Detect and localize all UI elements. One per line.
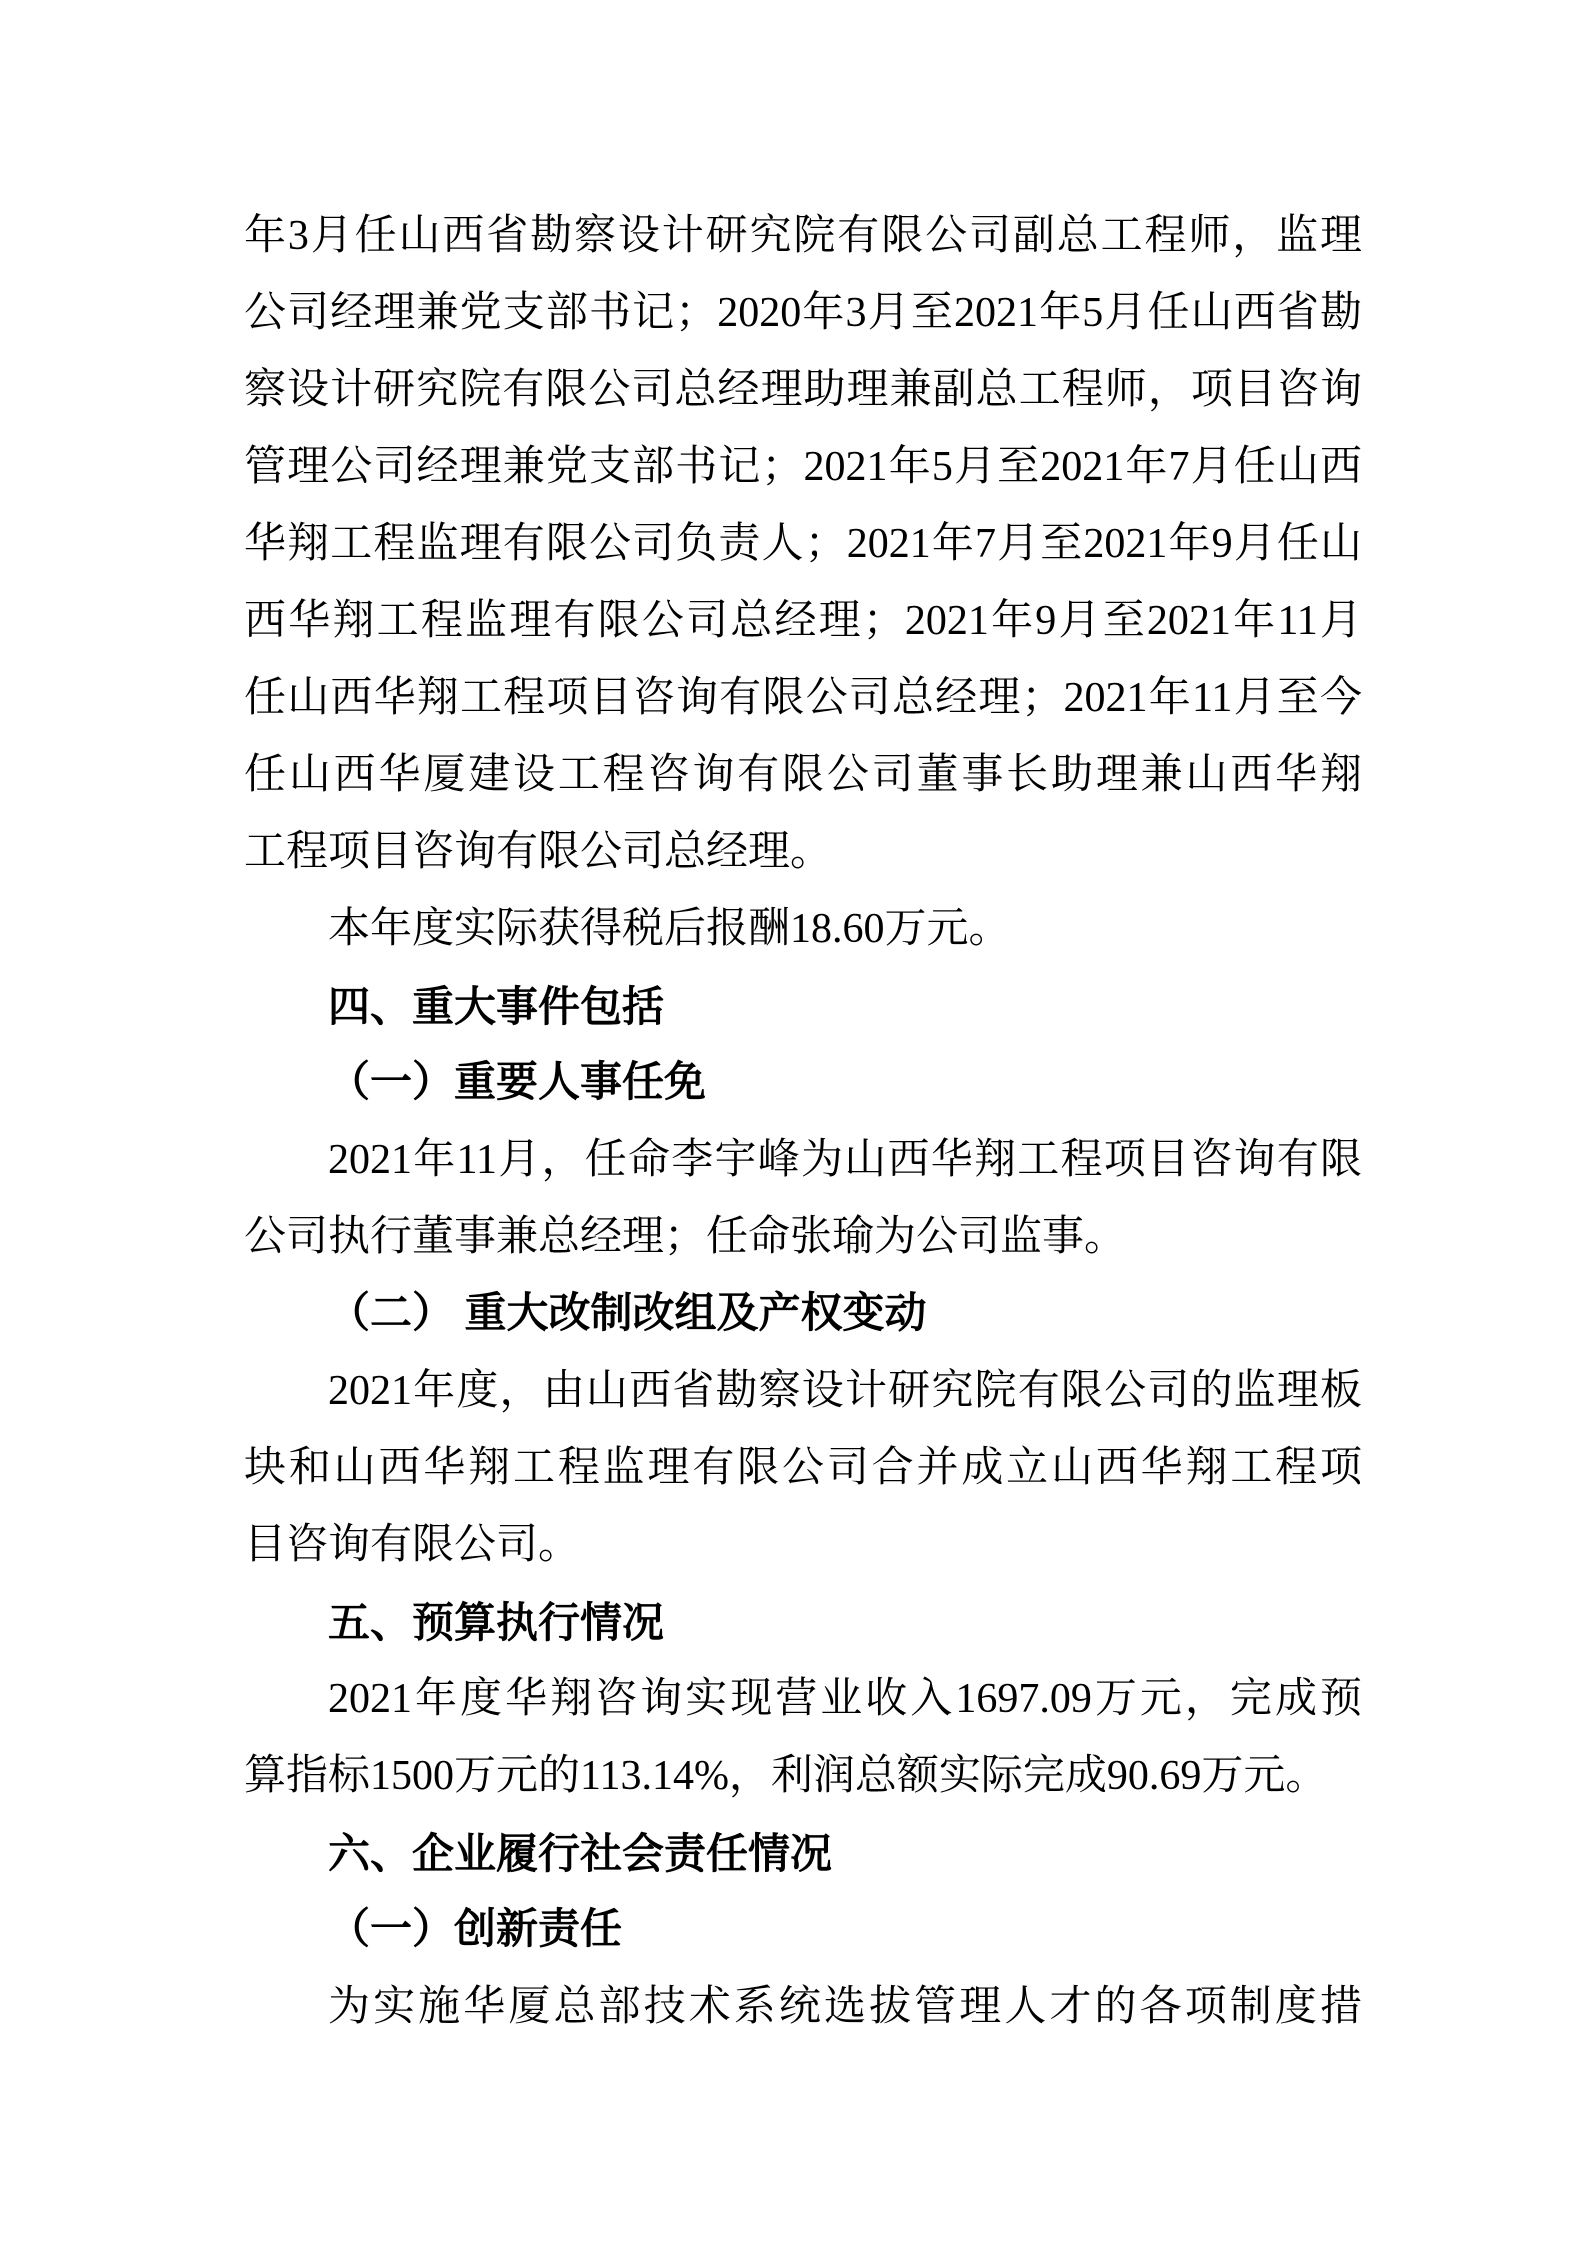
document-text-block (244, 198, 1362, 2046)
text-line: 西华翔工程监理有限公司总经理；2021年9月至2021年11月 (244, 598, 1362, 644)
text-line: 任山西华厦建设工程咨询有限公司董事长助理兼山西华翔 (244, 752, 1362, 798)
section-heading-6: 六、企业履行社会责任情况 (328, 1830, 833, 1877)
text-line: 华翔工程监理有限公司负责人；2021年7月至2021年9月任山 (244, 521, 1362, 567)
text-line: 公司执行董事兼总经理；任命张瑜为公司监事。 (244, 1214, 1127, 1260)
subsection-heading-4-2: （二） 重大改制改组及产权变动 (328, 1291, 927, 1337)
text-line: 2021年度，由山西省勘察设计研究院有限公司的监理板 (328, 1368, 1362, 1414)
text-line: 察设计研究院有限公司总经理助理兼副总工程师，项目咨询 (244, 367, 1362, 413)
text-line: 年3月任山西省勘察设计研究院有限公司副总工程师，监理 (244, 213, 1362, 259)
subsection-heading-4-1: （一）重要人事任免 (328, 1060, 707, 1106)
section-heading-5: 五、预算执行情况 (328, 1599, 665, 1646)
text-line: 管理公司经理兼党支部书记；2021年5月至2021年7月任山西 (244, 444, 1362, 490)
text-line: 块和山西华翔工程监理有限公司合并成立山西华翔工程项 (244, 1445, 1362, 1491)
text-line: 算指标1500万元的113.14%，利润总额实际完成90.69万元。 (244, 1753, 1328, 1799)
section-heading-4: 四、重大事件包括 (328, 983, 665, 1030)
text-line: 任山西华翔工程项目咨询有限公司总经理；2021年11月至今 (244, 675, 1362, 721)
text-line: 工程项目咨询有限公司总经理。 (244, 829, 833, 875)
subsection-heading-6-1: （一）创新责任 (328, 1907, 623, 1953)
text-line: 公司经理兼党支部书记；2020年3月至2021年5月任山西省勘 (244, 290, 1362, 336)
text-line: 为实施华厦总部技术系统选拔管理人才的各项制度措 (328, 1984, 1362, 2030)
text-line: 本年度实际获得税后报酬18.60万元。 (328, 906, 1011, 952)
text-line: 2021年11月，任命李宇峰为山西华翔工程项目咨询有限 (328, 1137, 1362, 1183)
text-line: 2021年度华翔咨询实现营业收入1697.09万元，完成预 (328, 1676, 1362, 1722)
text-line: 目咨询有限公司。 (244, 1522, 581, 1568)
